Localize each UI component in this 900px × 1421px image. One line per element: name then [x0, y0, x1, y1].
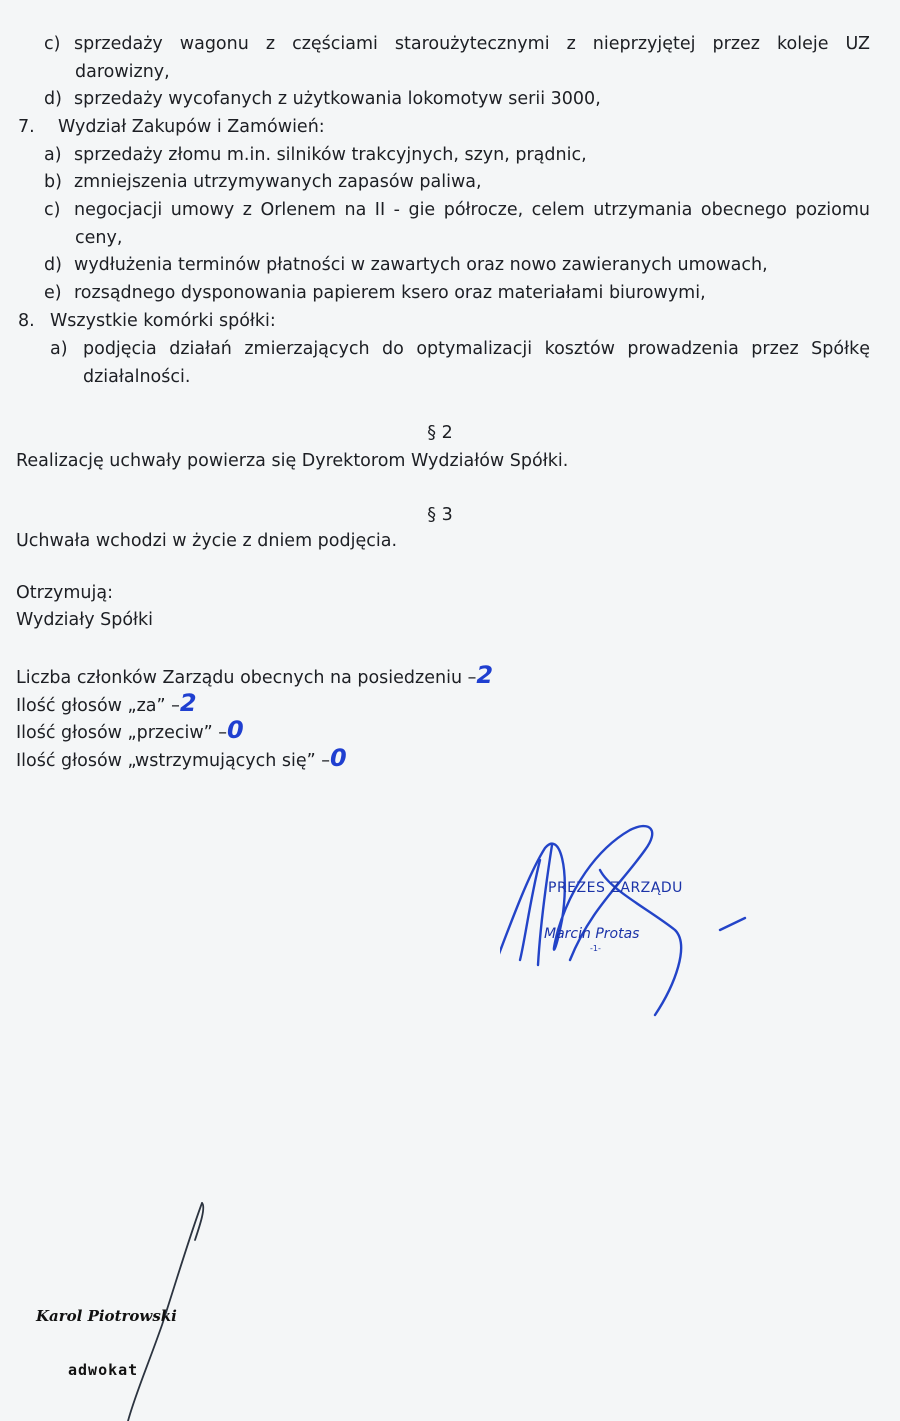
vote-for-line — [16, 689, 197, 717]
president-stamp-signature — [500, 810, 760, 1025]
vote-for-label: Ilość głosów „za” – — [16, 696, 180, 716]
item-label: a) — [50, 339, 68, 359]
item-text: sprzedaży wycofanych z użytkowania lokomotyw serii 3000, — [74, 89, 601, 109]
item-label: c) — [44, 34, 61, 54]
item-label: d) — [44, 255, 62, 275]
section-title: Wszystkie komórki spółki: — [50, 311, 276, 331]
list-item-7e — [44, 282, 870, 304]
item-text: podjęcia działań zmierzających do optymalizacji kosztów prowadzenia przez Spółkę — [83, 339, 870, 359]
stamp-title: PREZES ZARZĄDU — [548, 880, 683, 896]
section-8-heading — [18, 310, 276, 332]
section-title: Wydział Zakupów i Zamówień: — [58, 117, 325, 137]
vote-members-value: 2 — [476, 661, 494, 689]
vote-against-line — [16, 716, 244, 744]
lawyer-title: adwokat — [68, 1361, 139, 1379]
vote-abstain-line — [16, 744, 347, 772]
list-item-7a — [44, 144, 870, 166]
item-text: zmniejszenia utrzymywanych zapasów paliwa, — [74, 172, 482, 192]
item-label: a) — [44, 145, 62, 165]
item-text: wydłużenia terminów płatności w zawartych oraz nowo zawieranych umowach, — [74, 255, 768, 275]
lawyer-stamp-signature — [30, 1195, 230, 1421]
list-item-7b — [44, 171, 870, 193]
list-item-7d — [44, 254, 870, 276]
item-text: negocjacji umowy z Orlenem na II - gie półrocze, celem utrzymania obecnego poziomu — [74, 200, 870, 220]
stamp-name: Marcin Protas — [544, 926, 640, 942]
vote-against-label: Ilość głosów „przeciw” – — [16, 723, 228, 743]
list-item-6c — [44, 33, 870, 55]
vote-for-value: 2 — [179, 689, 197, 717]
vote-members-label: Liczba członków Zarządu obecnych na posiedzeniu – — [16, 668, 477, 688]
item-label: c) — [44, 200, 61, 220]
paragraph-3-heading: § 3 — [427, 505, 453, 525]
list-item-7c-continuation: ceny, — [75, 228, 123, 248]
paragraph-2-text: Realizację uchwały powierza się Dyrektorom Wydziałów Spółki. — [16, 451, 569, 471]
list-item-8a-continuation: działalności. — [83, 367, 191, 387]
recipients-value: Wydziały Spółki — [16, 610, 154, 630]
paragraph-2-heading: § 2 — [427, 423, 453, 443]
list-item-7c — [44, 199, 870, 221]
vote-abstain-value: 0 — [330, 744, 347, 772]
list-item-6c-continuation: darowizny, — [75, 62, 170, 82]
list-item-6d — [44, 88, 870, 110]
paragraph-3-text: Uchwała wchodzi w życie z dniem podjęcia. — [16, 531, 398, 551]
lawyer-name: Karol Piotrowski — [36, 1307, 177, 1325]
item-text: rozsądnego dysponowania papierem ksero oraz materiałami biurowymi, — [74, 283, 706, 303]
item-label: b) — [44, 172, 62, 192]
stamp-number: -1- — [590, 944, 601, 953]
item-label: d) — [44, 89, 62, 109]
vote-abstain-label: Ilość głosów „wstrzymujących się” – — [16, 751, 331, 771]
item-label: e) — [44, 283, 62, 303]
item-text: sprzedaży złomu m.in. silników trakcyjnych, szyn, prądnic, — [74, 145, 587, 165]
list-item-8a — [50, 338, 870, 360]
vote-against-value: 0 — [227, 716, 244, 744]
section-7-heading — [18, 116, 325, 138]
item-text: sprzedaży wagonu z częściami staroużytecznymi z nieprzyjętej przez koleje UZ — [74, 34, 870, 54]
signature-scribble — [500, 810, 760, 1025]
vote-members-line — [16, 661, 494, 689]
section-number: 7. — [18, 117, 35, 137]
recipients-label: Otrzymują: — [16, 583, 113, 603]
section-number: 8. — [18, 311, 35, 331]
